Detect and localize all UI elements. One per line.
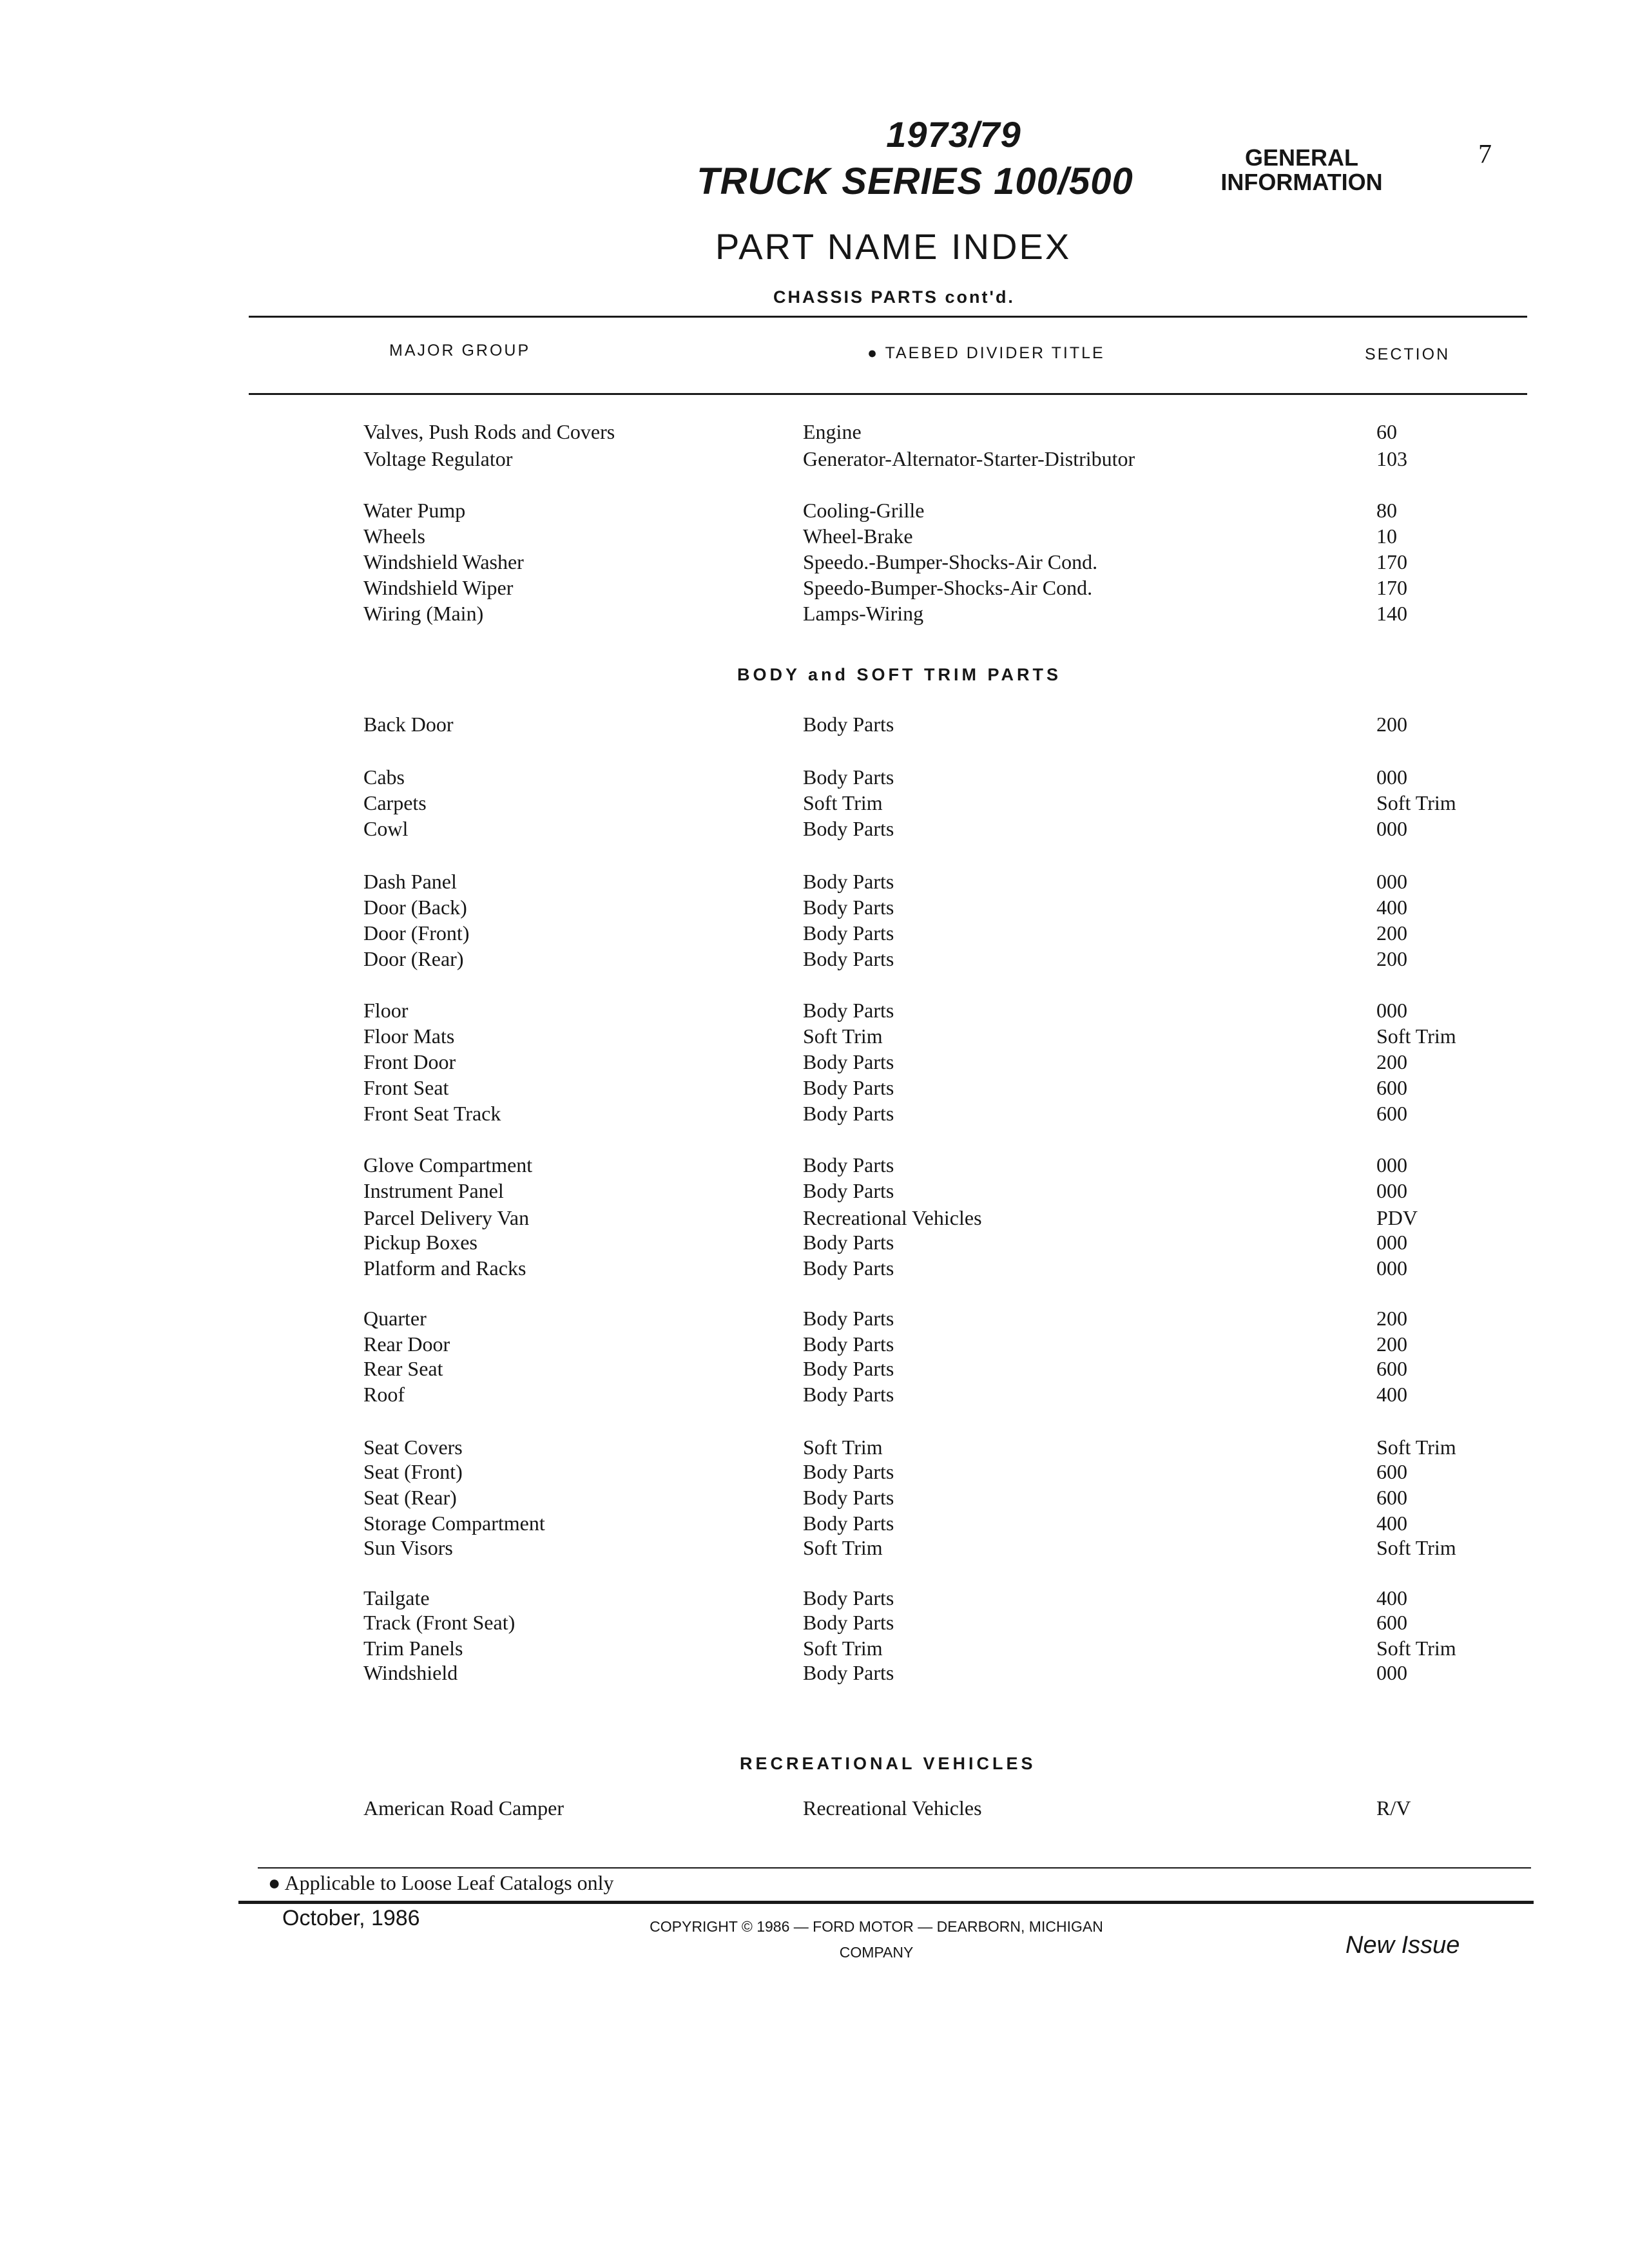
section-number: 600 [1376, 1460, 1407, 1483]
copyright-line-2: COMPANY [839, 1944, 914, 1961]
section-number: 80 [1376, 499, 1397, 522]
divider-title: Soft Trim [803, 791, 883, 814]
divider-title: Body Parts [803, 1512, 894, 1535]
table-row [0, 1152, 1629, 1178]
part-name: Storage Compartment [363, 1512, 545, 1535]
section-number: 000 [1376, 1661, 1407, 1684]
part-name: Dash Panel [363, 870, 457, 893]
part-name: Instrument Panel [363, 1179, 504, 1202]
divider-title: Body Parts [803, 1661, 894, 1684]
part-name: Trim Panels [363, 1637, 463, 1660]
divider-title: Body Parts [803, 765, 894, 789]
part-name: Quarter [363, 1307, 427, 1330]
table-row [0, 1434, 1629, 1460]
part-name: Front Door [363, 1050, 456, 1073]
section-number: 000 [1376, 1231, 1407, 1254]
section-number: 400 [1376, 896, 1407, 919]
divider-title: Generator-Alternator-Starter-Distributor [803, 447, 1135, 470]
table-row [0, 1229, 1629, 1255]
divider-title: Recreational Vehicles [803, 1796, 982, 1820]
section-number: 200 [1376, 713, 1407, 736]
divider-title: Body Parts [803, 870, 894, 893]
table-row [0, 1485, 1629, 1510]
table-row [0, 764, 1629, 790]
part-name: Tailgate [363, 1586, 430, 1610]
section-number: Soft Trim [1376, 1024, 1456, 1048]
section-number: 200 [1376, 947, 1407, 970]
table-row [0, 1635, 1629, 1661]
part-name: Wheels [363, 524, 425, 548]
part-name: Pickup Boxes [363, 1231, 477, 1254]
table-row [0, 1510, 1629, 1536]
divider-title: Body Parts [803, 1332, 894, 1356]
table-row [0, 711, 1629, 737]
section-number: 140 [1376, 602, 1407, 625]
table-row [0, 1023, 1629, 1049]
table-row [0, 920, 1629, 946]
divider-title: Body Parts [803, 1153, 894, 1177]
table-row [0, 1535, 1629, 1561]
category-label [1205, 146, 1398, 195]
part-name: Floor Mats [363, 1024, 455, 1048]
divider-title: Wheel-Brake [803, 524, 913, 548]
catalog-series: TRUCK SERIES 100/500 [697, 160, 1133, 202]
page-number: 7 [1478, 140, 1492, 169]
divider-title: Soft Trim [803, 1637, 883, 1660]
divider-title: Body Parts [803, 1307, 894, 1330]
divider-title: Body Parts [803, 1611, 894, 1634]
table-row [0, 894, 1629, 920]
divider-title: Body Parts [803, 947, 894, 970]
footnote-rule [258, 1867, 1531, 1869]
part-name: Front Seat Track [363, 1102, 501, 1125]
section-number: 000 [1376, 1256, 1407, 1280]
divider-title: Soft Trim [803, 1024, 883, 1048]
part-name: Front Seat [363, 1076, 449, 1099]
section-number: 200 [1376, 1332, 1407, 1356]
section-number: 200 [1376, 921, 1407, 945]
divider-title: Lamps-Wiring [803, 602, 924, 625]
divider-title: Speedo.-Bumper-Shocks-Air Cond. [803, 550, 1098, 573]
part-name: Windshield [363, 1661, 458, 1684]
table-row [0, 446, 1629, 472]
section-number: PDV [1376, 1206, 1418, 1229]
catalog-year: 1973/79 [886, 114, 1021, 155]
table-row [0, 419, 1629, 445]
divider-title: Soft Trim [803, 1536, 883, 1559]
table-row [0, 790, 1629, 816]
section-number: 000 [1376, 817, 1407, 840]
part-name: Windshield Wiper [363, 576, 514, 599]
table-row [0, 1255, 1629, 1281]
part-name: Floor [363, 999, 409, 1022]
divider-title: Body Parts [803, 1076, 894, 1099]
divider-title: Body Parts [803, 1383, 894, 1406]
divider-title: Soft Trim [803, 1436, 883, 1459]
divider-title: Body Parts [803, 896, 894, 919]
divider-title: Body Parts [803, 1179, 894, 1202]
part-name: Door (Rear) [363, 947, 464, 970]
section-number: 600 [1376, 1102, 1407, 1125]
part-name: Voltage Regulator [363, 447, 513, 470]
table-row [0, 1660, 1629, 1686]
divider-title: Body Parts [803, 1231, 894, 1254]
footer-rule [238, 1901, 1534, 1904]
header-bottom-rule [249, 393, 1527, 395]
section-number: 000 [1376, 870, 1407, 893]
part-name: Door (Back) [363, 896, 467, 919]
divider-title: Body Parts [803, 713, 894, 736]
column-header-major-group: MAJOR GROUP [389, 341, 531, 360]
section-number: 600 [1376, 1486, 1407, 1509]
part-name: Back Door [363, 713, 454, 736]
part-name: Glove Compartment [363, 1153, 533, 1177]
table-row [0, 946, 1629, 972]
divider-title: Body Parts [803, 1357, 894, 1380]
table-row [0, 1356, 1629, 1381]
section-number: 400 [1376, 1383, 1407, 1406]
section-number: 400 [1376, 1512, 1407, 1535]
table-row [0, 1331, 1629, 1357]
table-row [0, 575, 1629, 601]
copyright-line-1: COPYRIGHT © 1986 — FORD MOTOR — DEARBORN, MICHIGAN [650, 1918, 1103, 1935]
section-number: Soft Trim [1376, 1536, 1456, 1559]
section-number: Soft Trim [1376, 1637, 1456, 1660]
category-line-2: INFORMATION [1220, 169, 1383, 195]
table-row [0, 1305, 1629, 1331]
part-name: Cowl [363, 817, 409, 840]
table-row [0, 497, 1629, 523]
section-subtitle: CHASSIS PARTS cont'd. [773, 287, 1015, 307]
column-header-section: SECTION [1365, 345, 1451, 363]
section-number: 600 [1376, 1611, 1407, 1634]
table-row [0, 1100, 1629, 1126]
divider-title: Engine [803, 420, 862, 443]
table-row [0, 549, 1629, 575]
section-number: 000 [1376, 765, 1407, 789]
section-number: 60 [1376, 420, 1397, 443]
column-header-divider-title: ● TAEBED DIVIDER TITLE [867, 344, 1105, 362]
part-name: Sun Visors [363, 1536, 453, 1559]
part-name: Track (Front Seat) [363, 1611, 516, 1634]
part-name: Parcel Delivery Van [363, 1206, 530, 1229]
divider-title: Body Parts [803, 1486, 894, 1509]
divider-title: Body Parts [803, 1256, 894, 1280]
section-number: 170 [1376, 550, 1407, 573]
part-name: Wiring (Main) [363, 602, 484, 625]
divider-title: Cooling-Grille [803, 499, 925, 522]
table-row [0, 1610, 1629, 1635]
part-name: Windshield Washer [363, 550, 524, 573]
section-title-body-soft-trim: BODY and SOFT TRIM PARTS [737, 665, 1062, 684]
divider-title: Body Parts [803, 1460, 894, 1483]
top-rule [249, 316, 1527, 318]
table-row [0, 1585, 1629, 1611]
part-name: Rear Seat [363, 1357, 443, 1380]
part-name: Seat (Rear) [363, 1486, 457, 1509]
issue-date: October, 1986 [282, 1906, 420, 1930]
table-row [0, 1459, 1629, 1485]
part-name: American Road Camper [363, 1796, 564, 1820]
section-number: 103 [1376, 447, 1407, 470]
section-number: 10 [1376, 524, 1397, 548]
table-row [0, 816, 1629, 841]
section-number: R/V [1376, 1796, 1411, 1820]
section-number: 200 [1376, 1307, 1407, 1330]
section-number: 000 [1376, 1179, 1407, 1202]
table-row [0, 869, 1629, 894]
copyright-notice [599, 1914, 1153, 1965]
table-row [0, 1049, 1629, 1075]
category-line-1: GENERAL [1244, 144, 1358, 171]
divider-title: Body Parts [803, 1586, 894, 1610]
page-title: PART NAME INDEX [715, 226, 1072, 267]
part-name: Rear Door [363, 1332, 450, 1356]
divider-title: Recreational Vehicles [803, 1206, 982, 1229]
part-name: Roof [363, 1383, 405, 1406]
footnote: ● Applicable to Loose Leaf Catalogs only [268, 1871, 614, 1894]
section-title-recreational-vehicles: RECREATIONAL VEHICLES [740, 1754, 1036, 1773]
table-row [0, 997, 1629, 1023]
part-name: Door (Front) [363, 921, 470, 945]
section-number: 200 [1376, 1050, 1407, 1073]
section-number: 000 [1376, 999, 1407, 1022]
section-number: 400 [1376, 1586, 1407, 1610]
part-name: Seat (Front) [363, 1460, 463, 1483]
table-row [0, 1381, 1629, 1407]
part-name: Water Pump [363, 499, 466, 522]
divider-title: Body Parts [803, 817, 894, 840]
part-name: Valves, Push Rods and Covers [363, 420, 615, 443]
table-row [0, 1795, 1629, 1821]
section-number: 000 [1376, 1153, 1407, 1177]
divider-title: Body Parts [803, 921, 894, 945]
part-name: Seat Covers [363, 1436, 463, 1459]
table-row [0, 1075, 1629, 1100]
section-number: 600 [1376, 1076, 1407, 1099]
table-row [0, 1178, 1629, 1204]
divider-title: Body Parts [803, 1102, 894, 1125]
divider-title: Speedo-Bumper-Shocks-Air Cond. [803, 576, 1093, 599]
part-name: Platform and Racks [363, 1256, 526, 1280]
table-row [0, 601, 1629, 626]
section-number: Soft Trim [1376, 791, 1456, 814]
part-name: Carpets [363, 791, 427, 814]
table-row [0, 1205, 1629, 1231]
section-number: 170 [1376, 576, 1407, 599]
divider-title: Body Parts [803, 999, 894, 1022]
issue-status: New Issue [1345, 1932, 1460, 1959]
table-row [0, 523, 1629, 549]
section-number: Soft Trim [1376, 1436, 1456, 1459]
divider-title: Body Parts [803, 1050, 894, 1073]
part-name: Cabs [363, 765, 405, 789]
section-number: 600 [1376, 1357, 1407, 1380]
